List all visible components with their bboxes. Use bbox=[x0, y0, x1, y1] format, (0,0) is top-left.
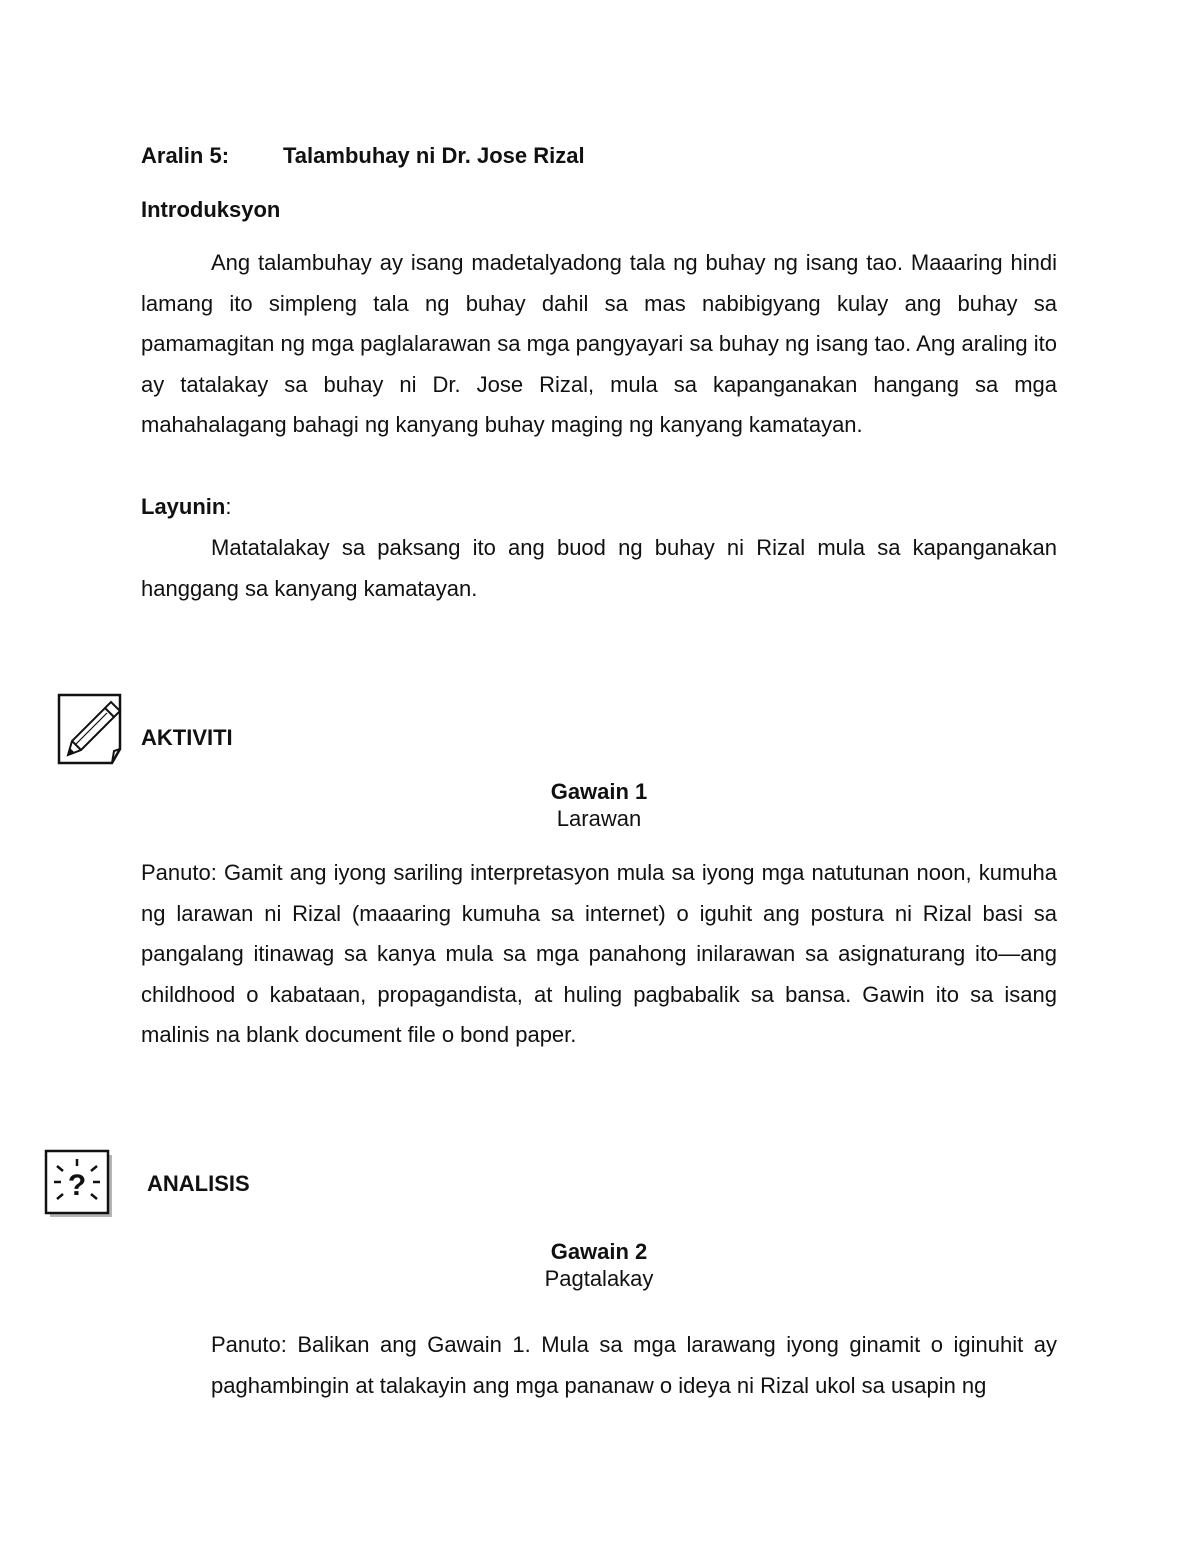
pencil-note-icon bbox=[56, 693, 126, 765]
analysis-heading: ANALISIS bbox=[147, 1171, 250, 1196]
activity-task-subtitle: Larawan bbox=[556, 806, 642, 831]
activity-instructions: Panuto: Gamit ang iyong sariling interpretasyon mula sa iyong mga natutunan noon, kumuha ng larawan ni Rizal (maaaring kumuha sa internet) o iguhit ang postura ni Rizal basi sa pangalang itinawag sa kanya mula sa mga panahong inilarawan sa asignaturang ito—ang childhood o kabataan, propagandista, at huling pagbabalik sa bansa. Gawin ito sa isang malinis na blank document file o bond paper. bbox=[141, 860, 1057, 1047]
objective-heading-wrap bbox=[141, 494, 231, 520]
lesson-title: Talambuhay ni Dr. Jose Rizal bbox=[283, 143, 585, 168]
activity-heading: AKTIVITI bbox=[141, 725, 233, 750]
analysis-task-title: Gawain 2 bbox=[550, 1239, 648, 1264]
objective-colon: : bbox=[225, 494, 232, 519]
analysis-task-subtitle: Pagtalakay bbox=[544, 1266, 654, 1291]
question-mark-icon bbox=[44, 1149, 114, 1219]
introduction-heading: Introduksyon bbox=[141, 197, 281, 222]
svg-text:?: ? bbox=[67, 1169, 87, 1202]
objective-body: Matatalakay sa paksang ito ang buod ng buhay ni Rizal mula sa kapanganakan hanggang sa kanyang kamatayan. bbox=[141, 535, 1057, 601]
introduction-body: Ang talambuhay ay isang madetalyadong tala ng buhay ng isang tao. Maaaring hindi lamang ito simpleng tala ng buhay dahil sa mas nabibigyang kulay ang buhay sa pamamagitan ng mga paglalarawan sa mga pangyayari sa buhay ng isang tao. Ang araling ito ay tatalakay sa buhay ni Dr. Jose Rizal, mula sa kapanganakan hangang sa mga mahahalagang bahagi ng kanyang buhay maging ng kanyang kamatayan. bbox=[141, 250, 1057, 437]
lesson-number: Aralin 5: bbox=[141, 143, 230, 168]
activity-task-title: Gawain 1 bbox=[550, 779, 648, 804]
objective-heading: Layunin bbox=[141, 494, 226, 519]
analysis-instructions: Panuto: Balikan ang Gawain 1. Mula sa mga larawang iyong ginamit o iginuhit ay paghambingin at talakayin ang mga pananaw o ideya ni Rizal ukol sa usapin ng bbox=[211, 1332, 1057, 1398]
